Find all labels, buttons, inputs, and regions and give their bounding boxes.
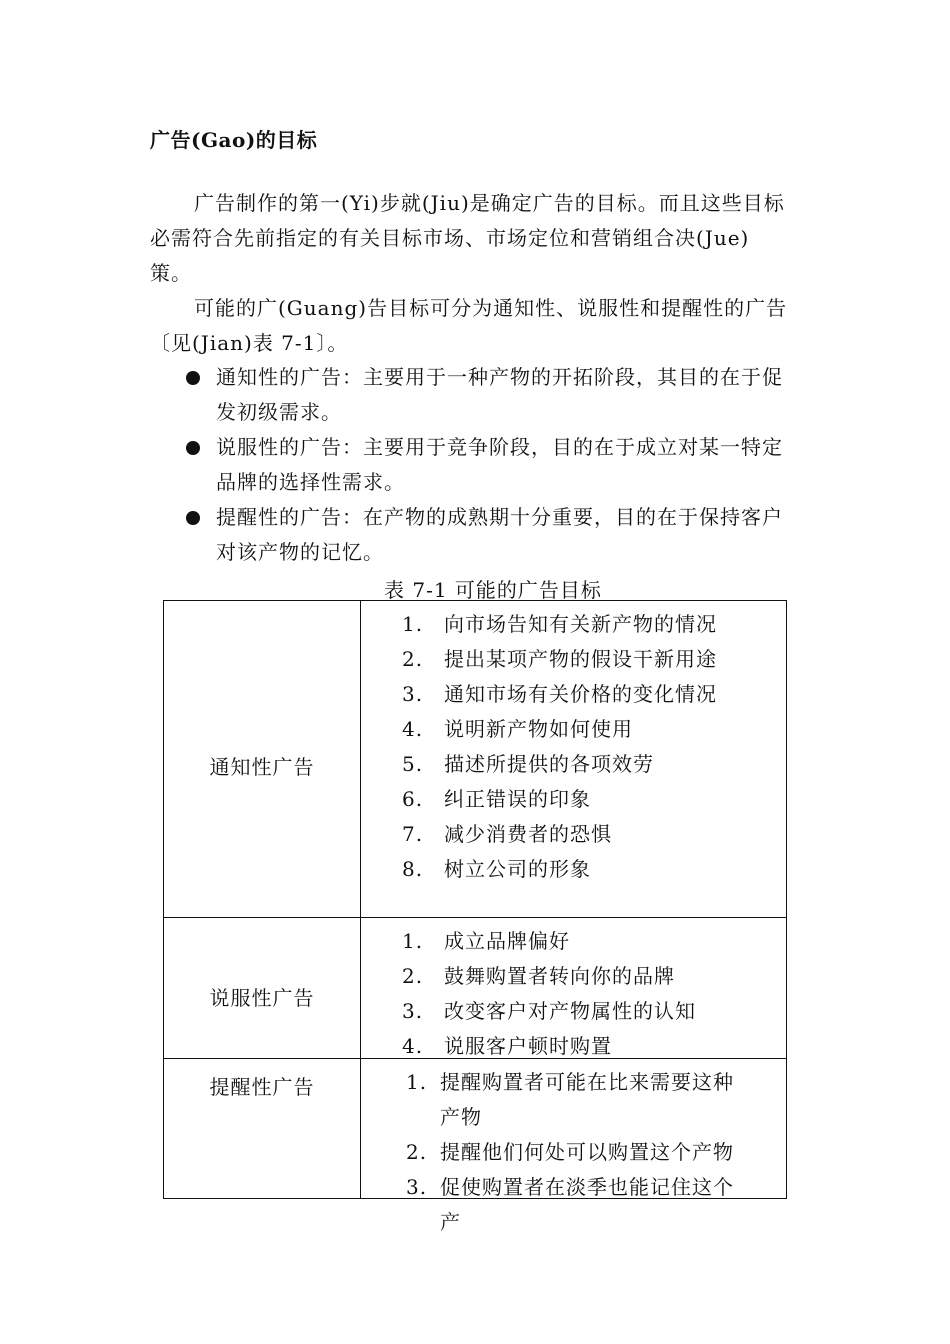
item-number: 1. [402,612,424,636]
item-text: 说明新产物如何使用 [444,717,633,741]
item-text: 鼓舞购置者转向你的品牌 [444,964,675,988]
item-list [362,1065,786,1240]
items-cell [362,601,786,923]
objectives-table [163,600,787,1234]
items-cell [362,1059,786,1234]
list-item [362,924,786,959]
item-text: 提出某项产物的假设干新用途 [444,647,717,671]
item-text: 描述所提供的各项效劳 [444,752,654,776]
list-item [362,677,786,712]
bullet-text: 通知性的广告：主要用于一种产物的开拓阶段，其目的在于促发初级需求。 [216,365,783,424]
bullet-text: 提醒性的广告：在产物的成熟期十分重要，目的在于保持客户对该产物的记忆。 [216,505,783,564]
item-number: 2. [402,964,424,988]
item-number: 2. [402,647,424,671]
list-item [362,782,786,817]
table-row-informative [164,601,786,918]
item-number: 4. [402,1034,424,1058]
item-text: 向市场告知有关新产物的情况 [444,612,717,636]
item-number: 7. [402,822,424,846]
item-text: 通知市场有关价格的变化情况 [444,682,717,706]
section-heading: 广告(Gao)的目标 [150,128,318,152]
objectives-paragraph: 可能的广(Guang)告目标可分为通知性、说服性和提醒性的广告〔见(Jian)表 7-1〕。 [150,296,788,355]
items-cell [362,918,786,1064]
category-cell: 说服性广告 [164,918,361,1058]
bullet-item-reminder [180,500,800,570]
objective-bullet-list [180,360,800,570]
item-list [362,607,786,887]
item-number: 2. [406,1140,428,1164]
item-list [362,924,786,1064]
list-item [362,642,786,677]
item-text: 说服客户顿时购置 [444,1034,612,1058]
item-number: 1. [406,1070,428,1094]
item-text: 成立品牌偏好 [444,929,570,953]
bullet-text: 说服性的广告：主要用于竞争阶段，目的在于成立对某一特定品牌的选择性需求。 [216,435,783,494]
bullet-dot-icon [186,511,200,525]
list-item [362,1135,786,1170]
intro-paragraph: 广告制作的第一(Yi)步就(Jiu)是确定广告的目标。而且这些目标必需符合先前指定的有关目标市场、市场定位和营销组合决(Jue)策。 [150,191,785,285]
item-text: 纠正错误的印象 [444,787,591,811]
list-item [362,817,786,852]
item-number: 3. [402,999,424,1023]
bullet-dot-icon [186,441,200,455]
bullet-dot-icon [186,371,200,385]
item-number: 5. [402,752,424,776]
item-text: 提醒购置者可能在比来需要这种产物 [440,1070,734,1129]
list-item [362,1170,786,1240]
category-cell: 通知性广告 [164,601,361,917]
list-item [362,607,786,642]
table-row-reminder [164,1059,786,1234]
list-item [362,712,786,747]
list-item [362,747,786,782]
item-number: 4. [402,717,424,741]
list-item [362,852,786,887]
table-caption: 表 7-1 可能的广告目标 [384,578,602,602]
list-item [362,1065,786,1135]
item-text: 提醒他们何处可以购置这个产物 [440,1140,734,1164]
item-number: 3. [402,682,424,706]
category-cell: 提醒性广告 [164,1059,361,1198]
item-number: 8. [402,857,424,881]
item-number: 3. [406,1175,428,1199]
item-text: 减少消费者的恐惧 [444,822,612,846]
bullet-item-persuasive [180,430,800,500]
item-text: 改变客户对产物属性的认知 [444,999,696,1023]
table-row-persuasive [164,918,786,1059]
list-item [362,994,786,1029]
item-number: 1. [402,929,424,953]
item-text: 树立公司的形象 [444,857,591,881]
item-text: 促使购置者在淡季也能记住这个产 [440,1175,734,1234]
item-number: 6. [402,787,424,811]
list-item [362,959,786,994]
bullet-item-informative [180,360,800,430]
